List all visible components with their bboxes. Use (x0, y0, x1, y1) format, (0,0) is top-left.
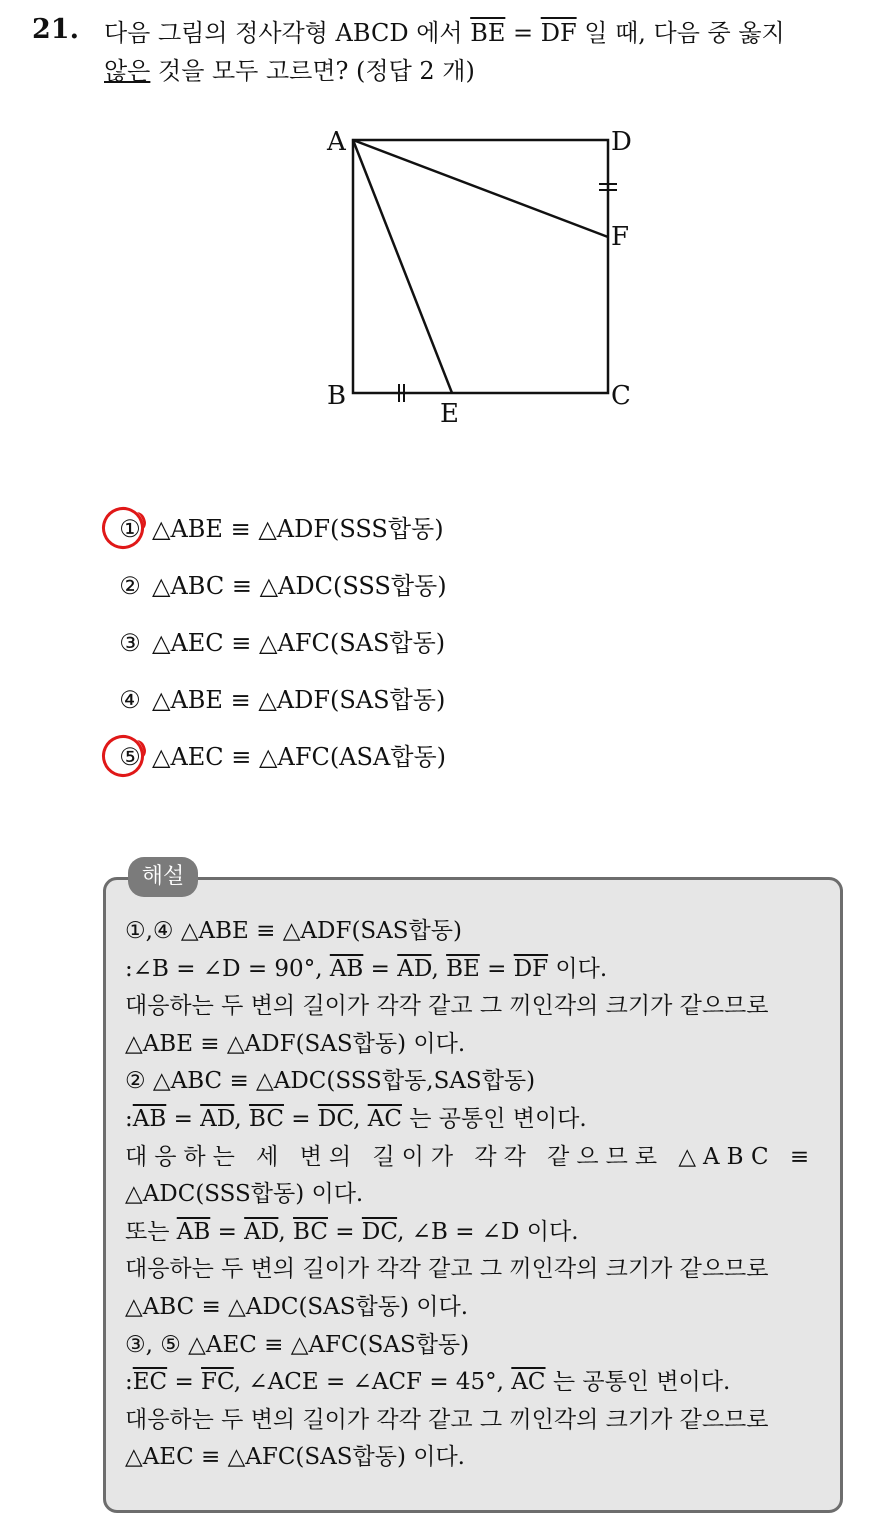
option-3[interactable] (108, 626, 445, 660)
label-c: C (611, 381, 631, 411)
segment: $\overline{AB}$ (132, 1105, 167, 1132)
segment: $\overline{AD}$ (244, 1218, 279, 1245)
solution-line (125, 1364, 830, 1402)
segment-be: $\overline{BE}$ (470, 19, 506, 47)
solution-line: △ABE ≡ △ADF(SAS합동) 이다. (125, 1030, 466, 1057)
solution-line: 대응하는 두 변의 길이가 각각 같고 그 끼인각의 크기가 같으므로 (125, 993, 769, 1020)
text-part: = (479, 955, 514, 982)
equals-sign: = (505, 19, 541, 47)
text-part: = (166, 1105, 201, 1132)
option-text: △ABC ≡ △ADC(SSS합동) (152, 572, 447, 600)
segment: $\overline{AC}$ (367, 1105, 402, 1132)
solution-line: △ABC ≡ △ADC(SAS합동) 이다. (125, 1293, 469, 1320)
text-part: 또는 (125, 1218, 177, 1245)
question-line-1 (104, 14, 864, 52)
question-text (104, 14, 864, 90)
text-part: : (125, 1105, 133, 1132)
option-1[interactable] (108, 512, 444, 546)
solution-line: 대응하는 두 변의 길이가 각각 같고 그 끼인각의 크기가 같으므로 (125, 1256, 769, 1283)
segment: $\overline{FC}$ (201, 1369, 234, 1396)
solution-line: ② △ABC ≡ △ADC(SSS합동,SAS합동) (125, 1068, 536, 1095)
square-abcd (353, 140, 608, 393)
option-5[interactable] (108, 740, 446, 774)
underlined-word: 않은 (104, 57, 151, 85)
segment-af (353, 140, 608, 237)
segment-ae (353, 140, 452, 393)
text-part: = (327, 1218, 362, 1245)
solution-line (125, 951, 830, 989)
text-part: 는 공통인 변이다. (401, 1105, 587, 1132)
segment: $\overline{AB}$ (329, 955, 364, 982)
question-text-part: 것을 모두 고르면? (정답 2 개) (150, 57, 475, 85)
option-text: △ABE ≡ △ADF(SAS합동) (152, 686, 446, 714)
segment: $\overline{AD}$ (397, 955, 432, 982)
label-b: B (327, 381, 347, 411)
segment: $\overline{BE}$ (446, 955, 480, 982)
text-part: , (431, 955, 447, 982)
text-part: , (353, 1105, 368, 1132)
option-number: ④ (119, 686, 141, 714)
option-number: ⑤ (119, 743, 141, 771)
solution-line: △AEC ≡ △AFC(SAS합동) 이다. (125, 1444, 465, 1471)
segment: $\overline{BC}$ (249, 1105, 284, 1132)
option-number: ① (119, 515, 141, 543)
question-text-part: 다음 그림의 정사각형 ABCD 에서 (104, 19, 471, 47)
text-part: = (167, 1369, 202, 1396)
text-part: , (234, 1105, 250, 1132)
solution-line: ③, ⑤ △AEC ≡ △AFC(SAS합동) (125, 1331, 470, 1358)
option-text: △AEC ≡ △AFC(SAS합동) (152, 629, 446, 657)
segment: $\overline{AB}$ (176, 1218, 211, 1245)
option-number: ② (119, 572, 141, 600)
text-part: , (278, 1218, 294, 1245)
segment: $\overline{BC}$ (293, 1218, 328, 1245)
text-part: 이다. (548, 955, 608, 982)
segment: $\overline{DF}$ (513, 955, 549, 982)
question-line-2 (104, 52, 864, 90)
segment: $\overline{EC}$ (132, 1369, 168, 1396)
segment: $\overline{DC}$ (361, 1218, 398, 1245)
square-figure (300, 112, 660, 432)
text-part: = (283, 1105, 318, 1132)
label-a: A (327, 127, 346, 157)
text-part: , ∠B = ∠D 이다. (397, 1218, 579, 1245)
option-4[interactable] (108, 683, 445, 717)
question-text-part: 일 때, 다음 중 옳지 (576, 19, 785, 47)
text-part: = (210, 1218, 245, 1245)
text-part: , ∠ACE = ∠ACF = 45°, (233, 1369, 512, 1396)
option-2[interactable] (108, 569, 447, 603)
text-part: = (363, 955, 398, 982)
text-part: :∠B = ∠D = 90°, (125, 955, 330, 982)
segment: $\overline{AC}$ (511, 1369, 546, 1396)
question-number: 21. (32, 14, 79, 45)
label-f: F (611, 222, 630, 252)
solution-line (125, 1214, 830, 1252)
segment: $\overline{AD}$ (200, 1105, 235, 1132)
text-part: 는 공통인 변이다. (545, 1369, 731, 1396)
solution-line (125, 1101, 830, 1139)
solution-label: 해설 (128, 857, 198, 897)
segment-df: $\overline{DF}$ (540, 19, 577, 47)
solution-line: 대응하는 세 변의 길이가 각각 같으므로 △ABC ≡ (125, 1143, 817, 1170)
solution-text (125, 913, 830, 1477)
label-d: D (611, 127, 632, 157)
solution-line: ①,④ △ABE ≡ △ADF(SAS합동) (125, 918, 462, 944)
solution-line: △ADC(SSS합동) 이다. (125, 1181, 364, 1208)
option-text: △AEC ≡ △AFC(ASA합동) (152, 743, 447, 771)
text-part: : (125, 1369, 133, 1396)
segment: $\overline{DC}$ (317, 1105, 354, 1132)
label-e: E (440, 399, 459, 429)
option-number: ③ (119, 629, 141, 657)
option-text: △ABE ≡ △ADF(SSS합동) (152, 515, 444, 543)
solution-line: 대응하는 두 변의 길이가 각각 같고 그 끼인각의 크기가 같으므로 (125, 1406, 769, 1433)
